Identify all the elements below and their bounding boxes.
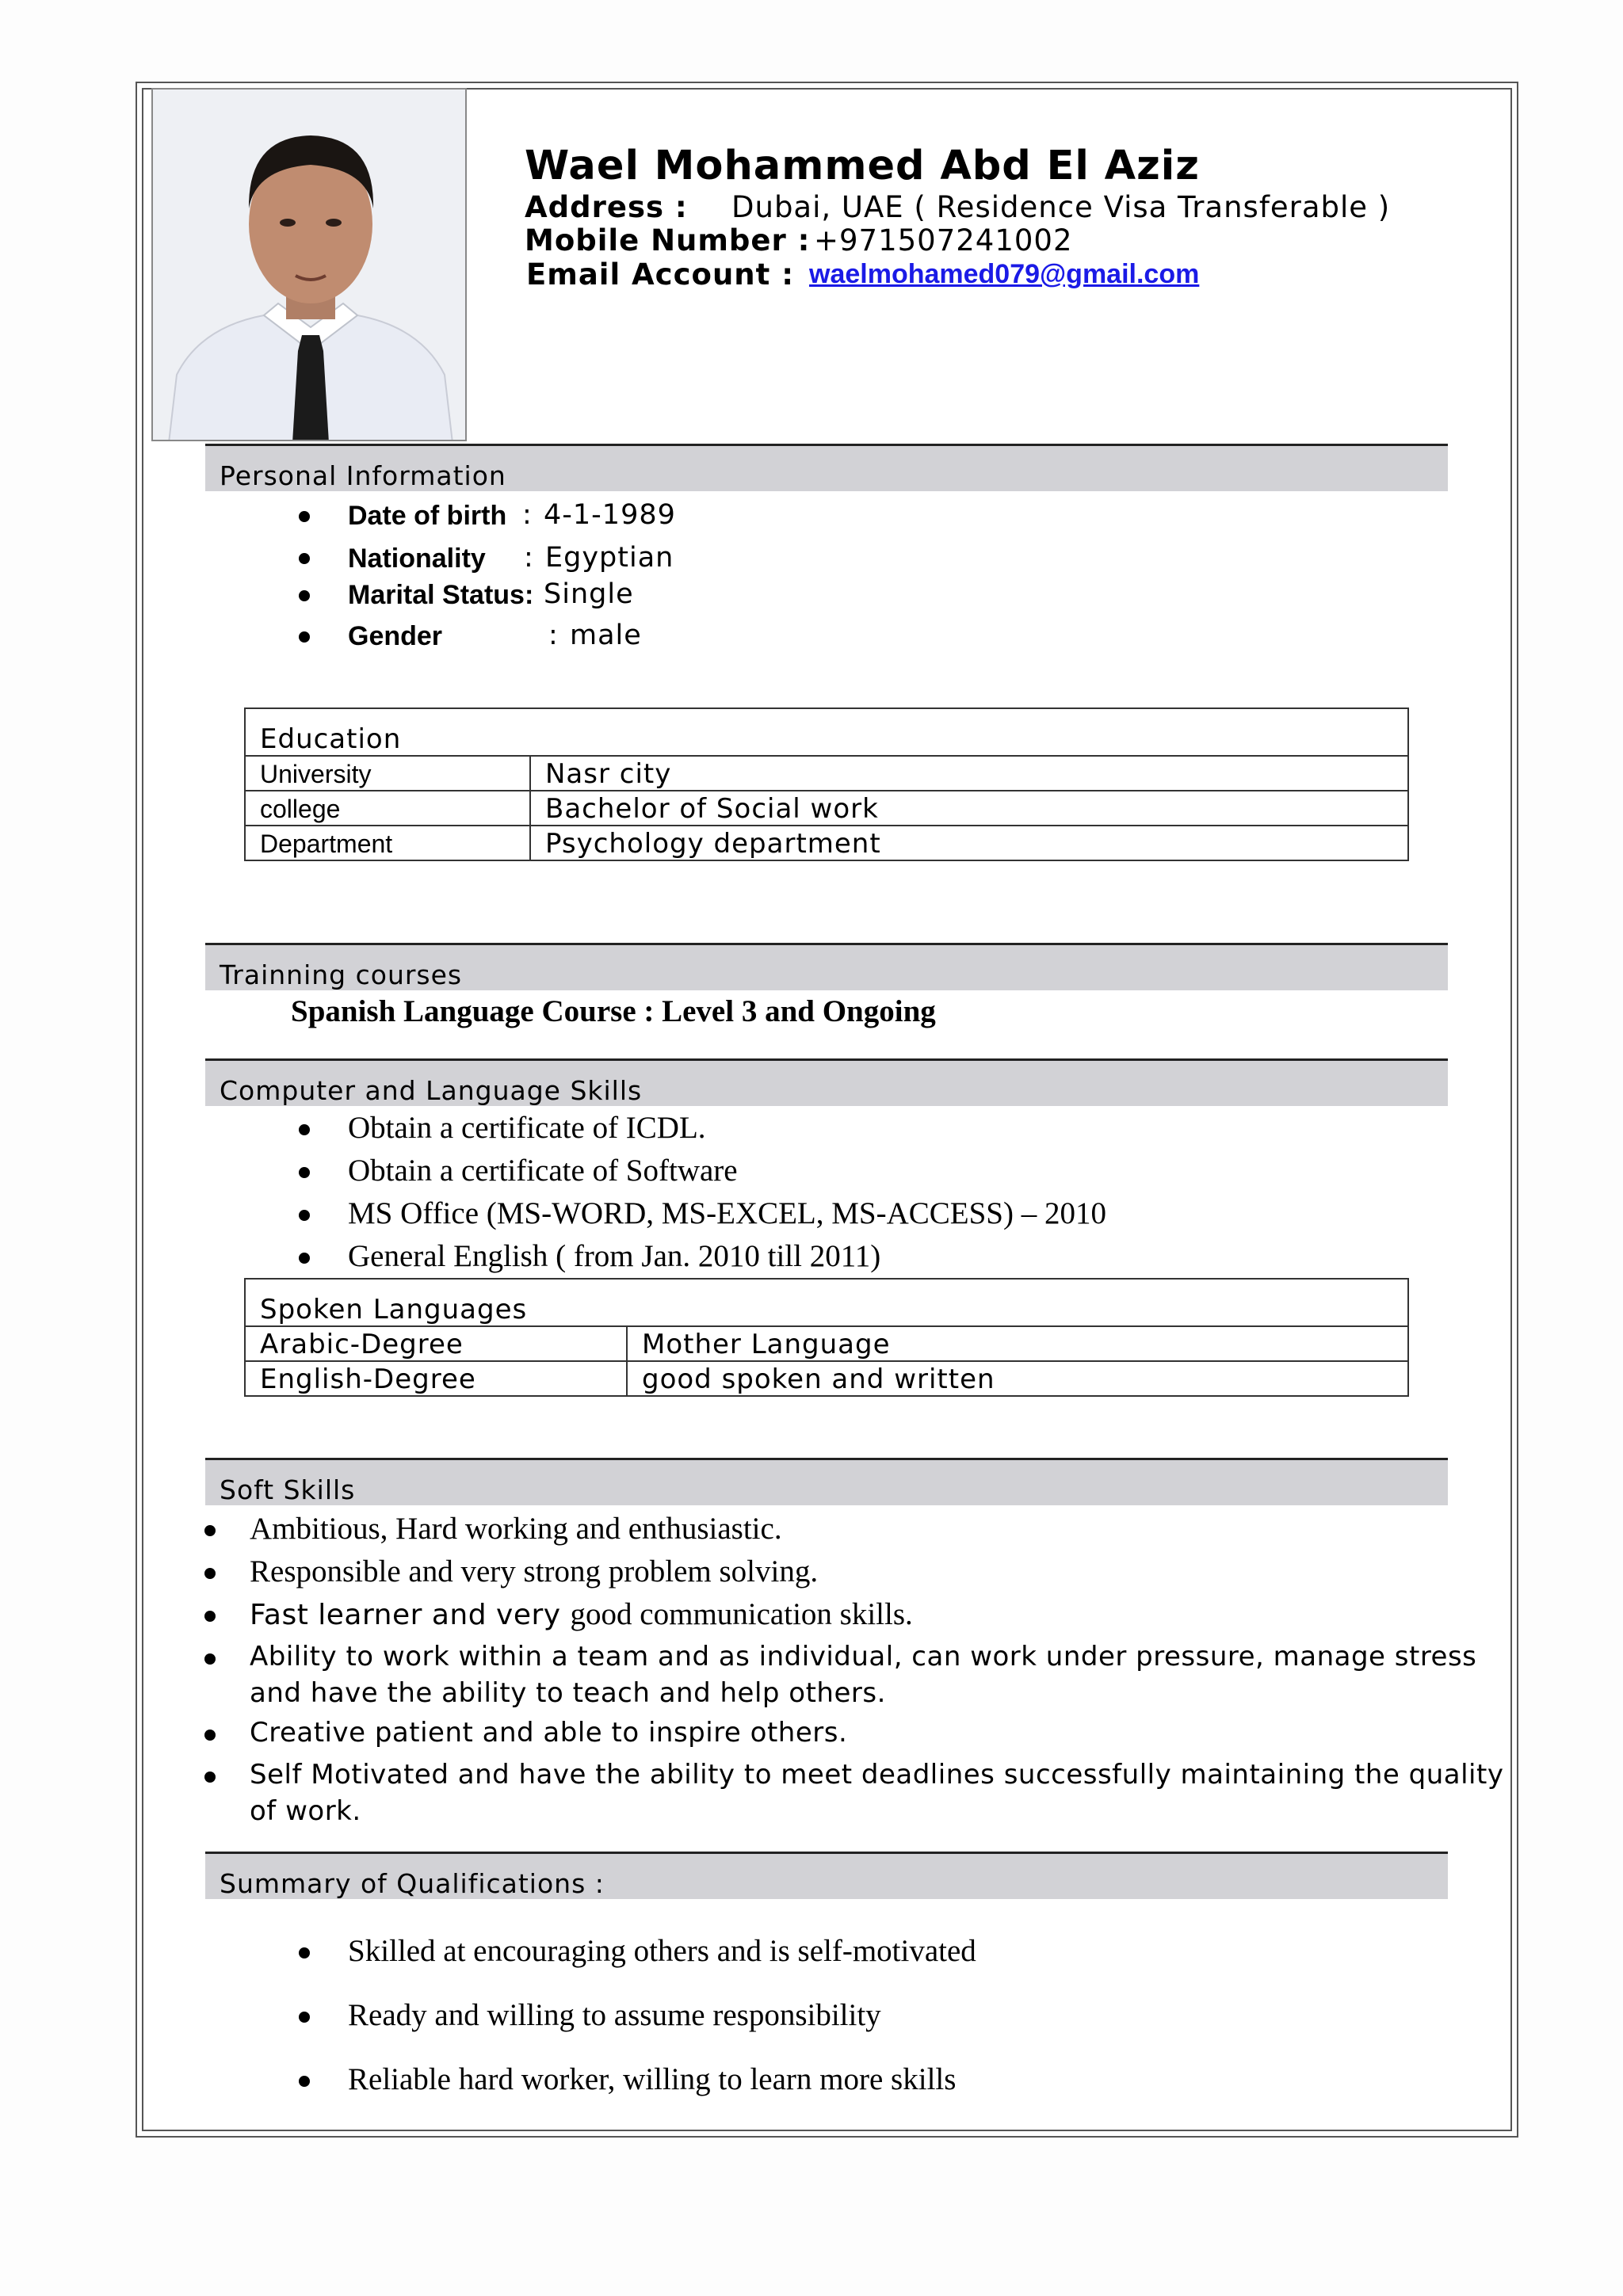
bullet-icon [204, 1653, 216, 1665]
section-personal-information [205, 444, 1448, 491]
language-value: good spoken and written [627, 1361, 1408, 1396]
bullet-icon [204, 1730, 216, 1741]
nationality-label: Nationality [348, 543, 486, 574]
email-label: Email Account : [526, 257, 795, 292]
bullet-icon [299, 1210, 310, 1221]
computer-skill-item: General English ( from Jan. 2010 till 2011) [348, 1239, 881, 1273]
education-table [244, 707, 1409, 861]
table-row [245, 791, 1408, 826]
address-label: Address : [525, 190, 688, 224]
section-computer-language-skills [205, 1058, 1448, 1106]
education-value: Nasr city [530, 756, 1408, 791]
soft-skill-item: Responsible and very strong problem solving. [250, 1554, 819, 1589]
table-row [245, 1326, 1408, 1361]
nationality-value: Egyptian [545, 542, 674, 574]
section-training-courses [205, 943, 1448, 990]
mobile-label: Mobile Number : [525, 223, 811, 257]
profile-photo [151, 88, 467, 441]
gender-value: male [570, 620, 642, 651]
soft-skill-text-part: good communication skills. [570, 1597, 913, 1631]
education-label: college [245, 791, 530, 826]
gender-label: Gender [348, 621, 443, 651]
soft-skill-item-cont: and have the ability to teach and help others. [250, 1677, 886, 1709]
education-value: Psychology department [530, 826, 1408, 860]
spoken-languages-title: Spoken Languages [245, 1279, 1408, 1326]
bullet-icon [299, 631, 310, 643]
summary-item: Ready and willing to assume responsibility [348, 1998, 881, 2032]
bullet-icon [299, 590, 310, 601]
soft-skill-item: Creative patient and able to inspire others. [250, 1717, 848, 1749]
table-row [245, 826, 1408, 860]
training-course: Spanish Language Course : Level 3 and Ongoing [291, 994, 936, 1028]
email-link[interactable]: waelmohamed079@gmail.com [809, 259, 1200, 289]
section-soft-skills [205, 1458, 1448, 1505]
spoken-languages-table [244, 1278, 1409, 1397]
section-title: Summary of Qualifications : [220, 1868, 605, 1899]
candidate-name: Wael Mohammed Abd El Aziz [525, 143, 1200, 189]
table-row [245, 1361, 1408, 1396]
dob-sep: : [522, 499, 533, 531]
address-value: Dubai, UAE ( Residence Visa Transferable ) [731, 190, 1391, 224]
table-row [245, 756, 1408, 791]
soft-skill-item-cont: of work. [250, 1795, 361, 1827]
section-title: Soft Skills [220, 1474, 356, 1505]
section-title: Trainning courses [220, 959, 463, 990]
education-value: Bachelor of Social work [530, 791, 1408, 826]
summary-item: Reliable hard worker, willing to learn more skills [348, 2062, 957, 2096]
computer-skill-item: Obtain a certificate of ICDL. [348, 1111, 706, 1145]
bullet-icon [299, 2012, 310, 2023]
marital-status-label: Marital Status: [348, 580, 534, 610]
bullet-icon [299, 1947, 310, 1958]
bullet-icon [299, 2076, 310, 2087]
bullet-icon [204, 1611, 216, 1622]
dob-value: 4-1-1989 [544, 499, 676, 531]
bullet-icon [299, 1253, 310, 1264]
bullet-icon [299, 511, 310, 522]
marital-status-value: Single [544, 578, 634, 610]
language-label: English-Degree [245, 1361, 627, 1396]
section-summary-qualifications [205, 1852, 1448, 1899]
section-title: Computer and Language Skills [220, 1075, 643, 1106]
education-label: University [245, 756, 530, 791]
bullet-icon [204, 1568, 216, 1579]
summary-item: Skilled at encouraging others and is self-motivated [348, 1934, 976, 1968]
language-value: Mother Language [627, 1326, 1408, 1361]
computer-skill-item: MS Office (MS-WORD, MS-EXCEL, MS-ACCESS) – 2010 [348, 1196, 1106, 1230]
bullet-icon [299, 553, 310, 564]
bullet-icon [204, 1525, 216, 1536]
language-label: Arabic-Degree [245, 1326, 627, 1361]
soft-skill-item: Ambitious, Hard working and enthusiastic. [250, 1512, 782, 1546]
mobile-value: +971507241002 [814, 223, 1073, 257]
bullet-icon [204, 1772, 216, 1783]
soft-skill-text-part: Fast learner and very [250, 1599, 571, 1631]
computer-skill-item: Obtain a certificate of Software [348, 1154, 738, 1188]
soft-skill-item: Ability to work within a team and as individual, can work under pressure, manage stress [250, 1641, 1477, 1672]
bullet-icon [299, 1124, 310, 1135]
dob-label: Date of birth [348, 501, 507, 531]
soft-skill-item [250, 1596, 913, 1632]
education-title: Education [245, 708, 1408, 756]
education-label: Department [245, 826, 530, 860]
soft-skill-item: Self Motivated and have the ability to meet deadlines successfully maintaining the quality [250, 1759, 1504, 1791]
nationality-sep: : [524, 542, 534, 574]
gender-sep: : [548, 620, 559, 651]
section-title: Personal Information [220, 460, 506, 491]
bullet-icon [299, 1167, 310, 1178]
